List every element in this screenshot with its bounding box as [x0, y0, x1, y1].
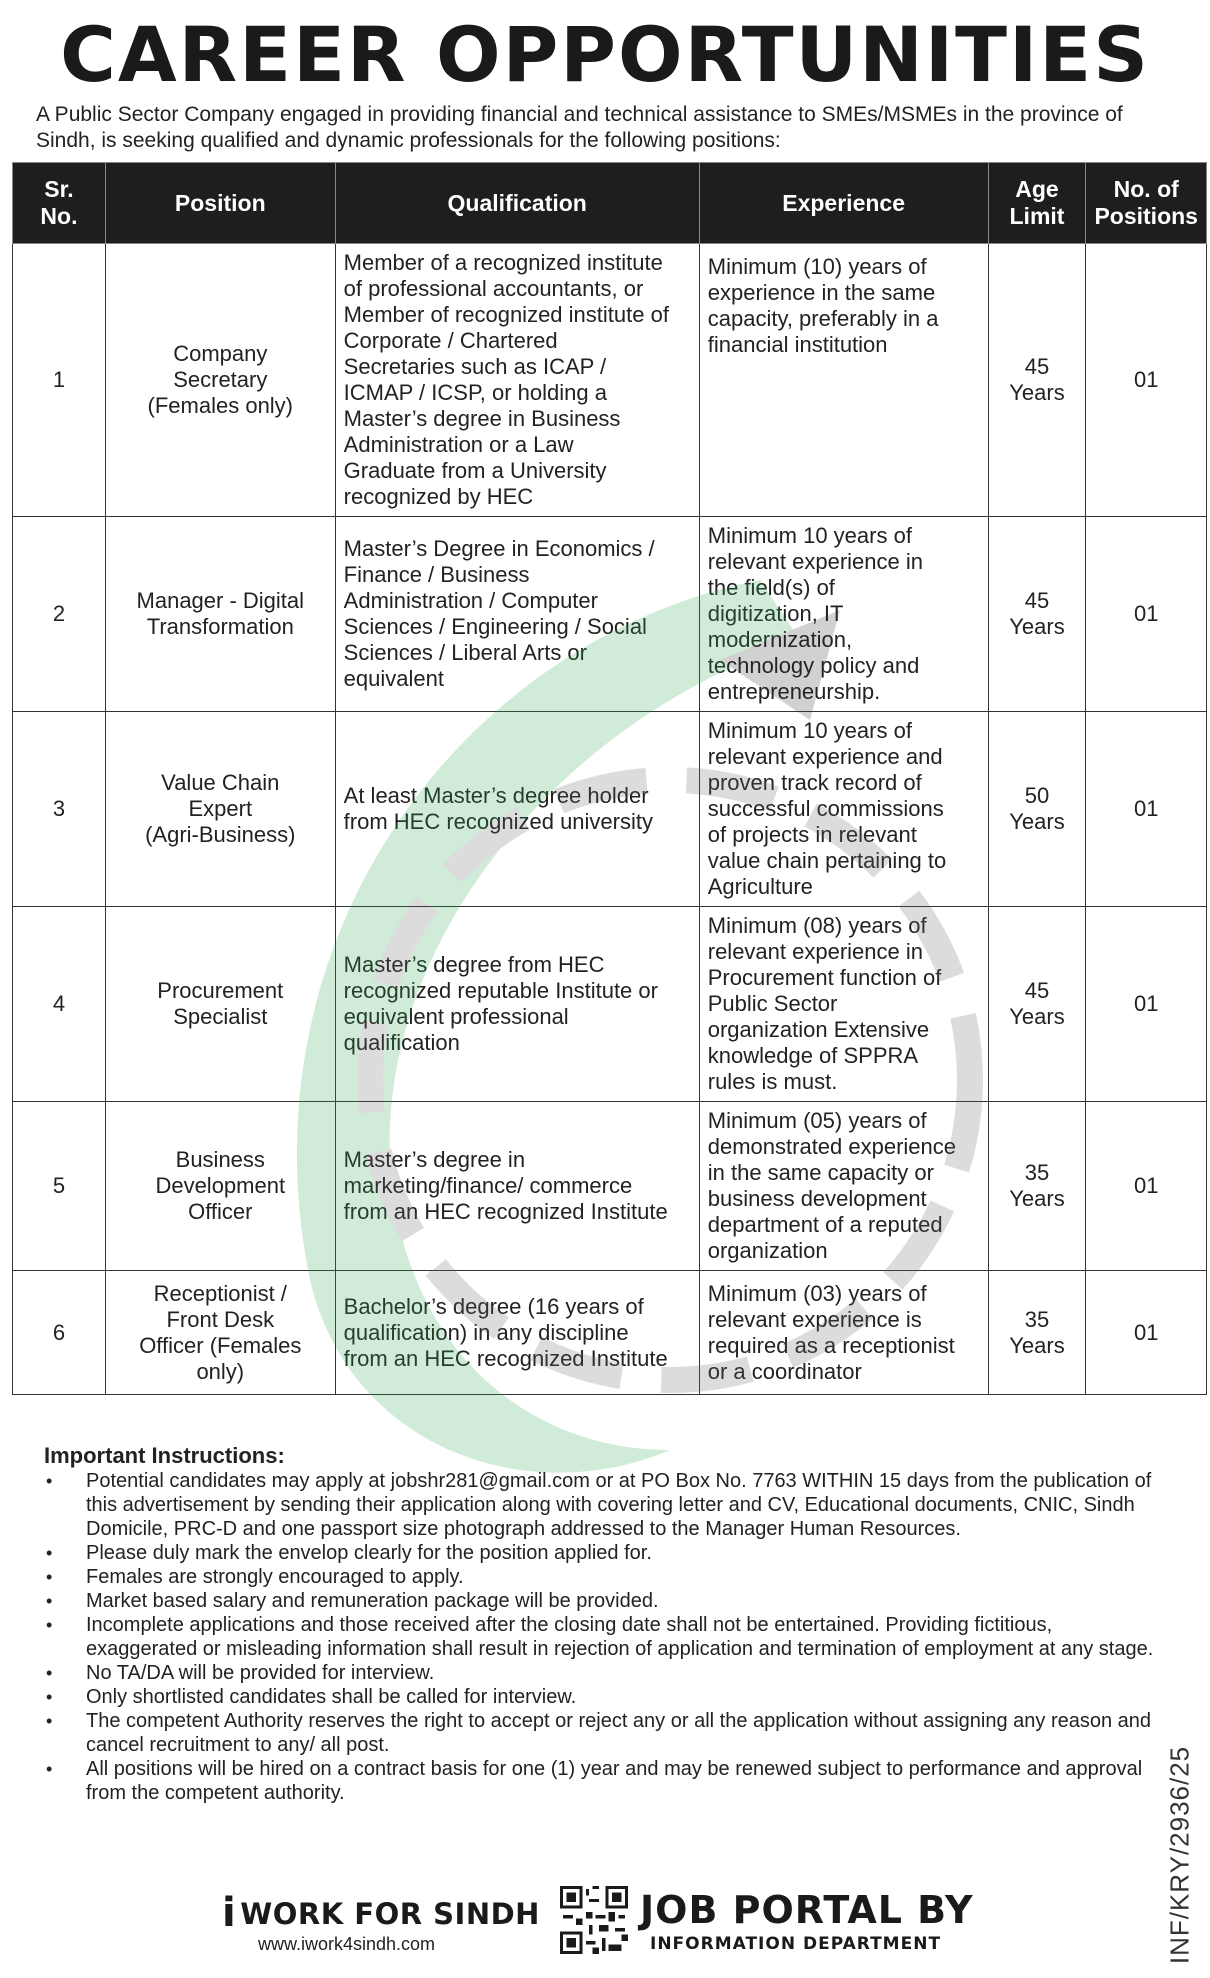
cell-position [105, 1102, 335, 1271]
qr-code-icon [560, 1886, 628, 1954]
cell-line: 45 [1024, 588, 1050, 613]
cell-no-of-positions: 01 [1086, 907, 1207, 1102]
cell-age-limit [988, 517, 1086, 712]
cell-line: Member of a recognized institute [343, 250, 663, 275]
cell-line: At least Master’s degree holder [343, 783, 649, 808]
cell-line: Minimum (05) years of [707, 1108, 927, 1133]
cell-line: from an HEC recognized Institute [343, 1199, 668, 1224]
header-experience: Experience [699, 163, 988, 244]
cell-line: rules is must. [707, 1069, 838, 1094]
instruction-item: • Only shortlisted candidates shall be called for interview. [42, 1685, 1162, 1709]
header-count-line: Positions [1094, 203, 1198, 229]
cell-qualification [335, 907, 699, 1102]
important-instructions [42, 1443, 1162, 1805]
cell-line: 50 [1024, 783, 1050, 808]
cell-line: recognized reputable Institute or [343, 978, 658, 1003]
cell-line: digitization, IT [707, 601, 844, 626]
cell-qualification [335, 244, 699, 517]
cell-line: Finance / Business [343, 562, 530, 587]
cell-line: Agriculture [707, 874, 813, 899]
instruction-item: • Females are strongly encouraged to apply. [42, 1565, 1162, 1589]
job-portal-logo [640, 1888, 1000, 1958]
page-title: CAREER OPPORTUNITIES [60, 10, 1150, 99]
instruction-item: • Please duly mark the envelop clearly for the position applied for. [42, 1541, 1162, 1565]
cell-line: Transformation [146, 614, 294, 639]
table-row [13, 517, 1207, 712]
brand-wordmark [222, 1888, 540, 1934]
cell-line: ICMAP / ICSP, or holding a [343, 380, 607, 405]
cell-line: only) [196, 1358, 245, 1384]
cell-position [105, 907, 335, 1102]
portal-title: JOB PORTAL BY [640, 1888, 974, 1932]
cell-line: Officer [188, 1199, 253, 1224]
cell-line: successful commissions [707, 796, 944, 821]
cell-line: 45 [1024, 354, 1050, 379]
header-position: Position [105, 163, 335, 244]
brand-url: www.iwork4sindh.com [258, 1934, 436, 1954]
header-no-of-positions [1086, 163, 1207, 244]
header-age-line: Age [1015, 176, 1059, 202]
cell-line: Business [175, 1147, 265, 1172]
cell-line: proven track record of [707, 770, 922, 795]
cell-line: modernization, [707, 627, 853, 652]
cell-line: Administration / Computer [343, 588, 598, 613]
cell-line: Minimum (08) years of [707, 913, 927, 938]
cell-line: Minimum (10) years of [707, 254, 927, 279]
cell-line: Minimum (03) years of [707, 1280, 927, 1306]
cell-line: qualification) in any discipline [343, 1319, 629, 1345]
cell-line: Years [1009, 809, 1065, 834]
cell-line: (Agri-Business) [145, 822, 296, 847]
cell-experience [699, 244, 988, 517]
table-row [13, 907, 1207, 1102]
cell-line: equivalent [343, 666, 444, 691]
ad-reference-text: INF/KRY/2936/25 [1164, 1745, 1195, 1965]
cell-line: Years [1009, 380, 1065, 405]
instruction-item: • The competent Authority reserves the right to accept or reject any or all the application without assigning any reason and cancel recruitment to any/ all post. [42, 1709, 1162, 1757]
cell-line: Member of recognized institute of [343, 302, 669, 327]
cell-position [105, 1271, 335, 1395]
cell-position [105, 712, 335, 907]
instruction-item: • All positions will be hired on a contract basis for one (1) year and may be renewed subject to performance and approval from the competent authority. [42, 1757, 1162, 1805]
cell-line: organization Extensive [707, 1017, 930, 1042]
cell-line: the field(s) of [707, 575, 835, 600]
cell-line: Development [155, 1173, 286, 1198]
table-row [13, 1271, 1207, 1395]
cell-line: entrepreneurship. [707, 679, 881, 704]
header-sr-line: No. [40, 203, 78, 229]
cell-sr-no: 1 [13, 244, 106, 517]
cell-qualification [335, 712, 699, 907]
instructions-heading: Important Instructions: [44, 1443, 285, 1468]
cell-line: 35 [1024, 1306, 1050, 1332]
cell-qualification [335, 517, 699, 712]
header-sr-line: Sr. [44, 176, 74, 202]
cell-no-of-positions: 01 [1086, 244, 1207, 517]
table-header-row [13, 163, 1207, 244]
cell-line: Graduate from a University [343, 458, 607, 483]
cell-line: relevant experience and [707, 744, 943, 769]
cell-line: Procurement [157, 978, 284, 1003]
cell-line: relevant experience is [707, 1306, 922, 1332]
table-row [13, 712, 1207, 907]
cell-line: Officer (Females [139, 1332, 302, 1358]
table-body [13, 244, 1207, 1395]
table-row [13, 1102, 1207, 1271]
cell-experience [699, 712, 988, 907]
cell-age-limit [988, 1271, 1086, 1395]
cell-line: in the same capacity or [707, 1160, 934, 1185]
cell-line: Minimum 10 years of [707, 718, 912, 743]
cell-line: Front Desk [166, 1306, 275, 1332]
cell-line: of professional accountants, or [343, 276, 644, 301]
cell-sr-no: 4 [13, 907, 106, 1102]
cell-line: Years [1009, 1186, 1065, 1211]
cell-line: Master’s degree from HEC [343, 952, 605, 977]
cell-no-of-positions: 01 [1086, 712, 1207, 907]
cell-line: experience in the same [707, 280, 936, 305]
cell-experience [699, 517, 988, 712]
portal-subtitle: INFORMATION DEPARTMENT [650, 1934, 942, 1954]
cell-line: business development [707, 1186, 927, 1211]
cell-line: from an HEC recognized Institute [343, 1345, 668, 1371]
cell-no-of-positions: 01 [1086, 1102, 1207, 1271]
cell-line: Administration or a Law [343, 432, 574, 457]
cell-line: recognized by HEC [343, 484, 534, 509]
cell-age-limit [988, 1102, 1086, 1271]
cell-line: demonstrated experience [707, 1134, 957, 1159]
cell-line: Bachelor’s degree (16 years of [343, 1293, 644, 1319]
cell-line: Procurement function of [707, 965, 942, 990]
cell-line: Specialist [173, 1004, 268, 1029]
cell-no-of-positions: 01 [1086, 517, 1207, 712]
cell-line: qualification [343, 1030, 460, 1055]
cell-line: (Females only) [147, 393, 294, 418]
cell-sr-no: 2 [13, 517, 106, 712]
cell-line: relevant experience in [707, 939, 923, 964]
cell-line: relevant experience in [707, 549, 923, 574]
cell-line: Master’s Degree in Economics / [343, 536, 655, 561]
header-sr-no [13, 163, 106, 244]
cell-line: Secretaries such as ICAP / [343, 354, 607, 379]
cell-line: 45 [1024, 978, 1050, 1003]
cell-line: Company [173, 341, 268, 366]
cell-line: Expert [188, 796, 253, 821]
cell-line: knowledge of SPPRA [707, 1043, 919, 1068]
cell-line: of projects in relevant [707, 822, 917, 847]
cell-experience [699, 1271, 988, 1395]
cell-line: Years [1009, 1004, 1065, 1029]
cell-qualification [335, 1271, 699, 1395]
cell-line: Sciences / Liberal Arts or [343, 640, 587, 665]
cell-line: Sciences / Engineering / Social [343, 614, 647, 639]
cell-age-limit [988, 907, 1086, 1102]
cell-line: Secretary [173, 367, 268, 392]
brand-text: WORK FOR SINDH [240, 1897, 540, 1931]
cell-line: Receptionist / [153, 1280, 287, 1306]
cell-age-limit [988, 712, 1086, 907]
header-count-line: No. of [1113, 176, 1179, 202]
cell-line: or a coordinator [707, 1358, 862, 1384]
cell-sr-no: 5 [13, 1102, 106, 1271]
cell-line: technology policy and [707, 653, 920, 678]
cell-qualification [335, 1102, 699, 1271]
cell-line: financial institution [707, 332, 888, 357]
cell-line: marketing/finance/ commerce [343, 1173, 633, 1198]
cell-line: value chain pertaining to [707, 848, 947, 873]
cell-experience [699, 907, 988, 1102]
header-age-line: Limit [1009, 203, 1065, 229]
instructions-list [42, 1469, 1162, 1805]
cell-line: Manager - Digital [136, 588, 305, 613]
ad-reference-code [1160, 1740, 1200, 1970]
cell-line: Minimum 10 years of [707, 523, 912, 548]
cell-experience [699, 1102, 988, 1271]
cell-line: required as a receptionist [707, 1332, 955, 1358]
cell-line: capacity, preferably in a [707, 306, 939, 331]
table-row [13, 244, 1207, 517]
cell-position [105, 517, 335, 712]
cell-sr-no: 6 [13, 1271, 106, 1395]
cell-line: Value Chain [161, 770, 280, 795]
cell-line: Master’s degree in Business [343, 406, 621, 431]
positions-table [12, 162, 1207, 1395]
cell-line: Master’s degree in [343, 1147, 526, 1172]
cell-line: organization [707, 1238, 828, 1263]
instruction-item: • Market based salary and remuneration package will be provided. [42, 1589, 1162, 1613]
instruction-item: • Incomplete applications and those received after the closing date shall not be entertained. Providing fictitious, exaggerated or misleading information shall result in rejection of application and termination of employment at any stage. [42, 1613, 1162, 1661]
header-age-limit [988, 163, 1086, 244]
cell-line: department of a reputed [707, 1212, 943, 1237]
header-qualification: Qualification [335, 163, 699, 244]
instruction-item: • No TA/DA will be provided for interview. [42, 1661, 1162, 1685]
cell-line: Years [1009, 1332, 1065, 1358]
cell-position [105, 244, 335, 517]
cell-line: equivalent professional [343, 1004, 569, 1029]
brand-i-glyph: i [222, 1890, 237, 1936]
iwork-for-sindh-logo [222, 1878, 542, 1958]
cell-age-limit [988, 244, 1086, 517]
cell-line: from HEC recognized university [343, 809, 653, 834]
cell-sr-no: 3 [13, 712, 106, 907]
cell-line: Public Sector [707, 991, 838, 1016]
instruction-item: • Potential candidates may apply at jobshr281@gmail.com or at PO Box No. 7763 WITHIN 15 days from the publication of this advertisement by sending their application along with covering letter and CV, Educational documents, CNIC, Sindh Domicile, PRC-D and one passport size photograph addressed to the Manager Human Resources. [42, 1469, 1162, 1541]
intro-paragraph: A Public Sector Company engaged in providing financial and technical assistance to SMEs/MSMEs in the province of Sindh, is seeking qualified and dynamic professionals for the following positions: [36, 103, 1123, 152]
cell-line: Corporate / Chartered [343, 328, 558, 353]
cell-line: 35 [1024, 1160, 1050, 1185]
cell-line: Years [1009, 614, 1065, 639]
cell-no-of-positions: 01 [1086, 1271, 1207, 1395]
